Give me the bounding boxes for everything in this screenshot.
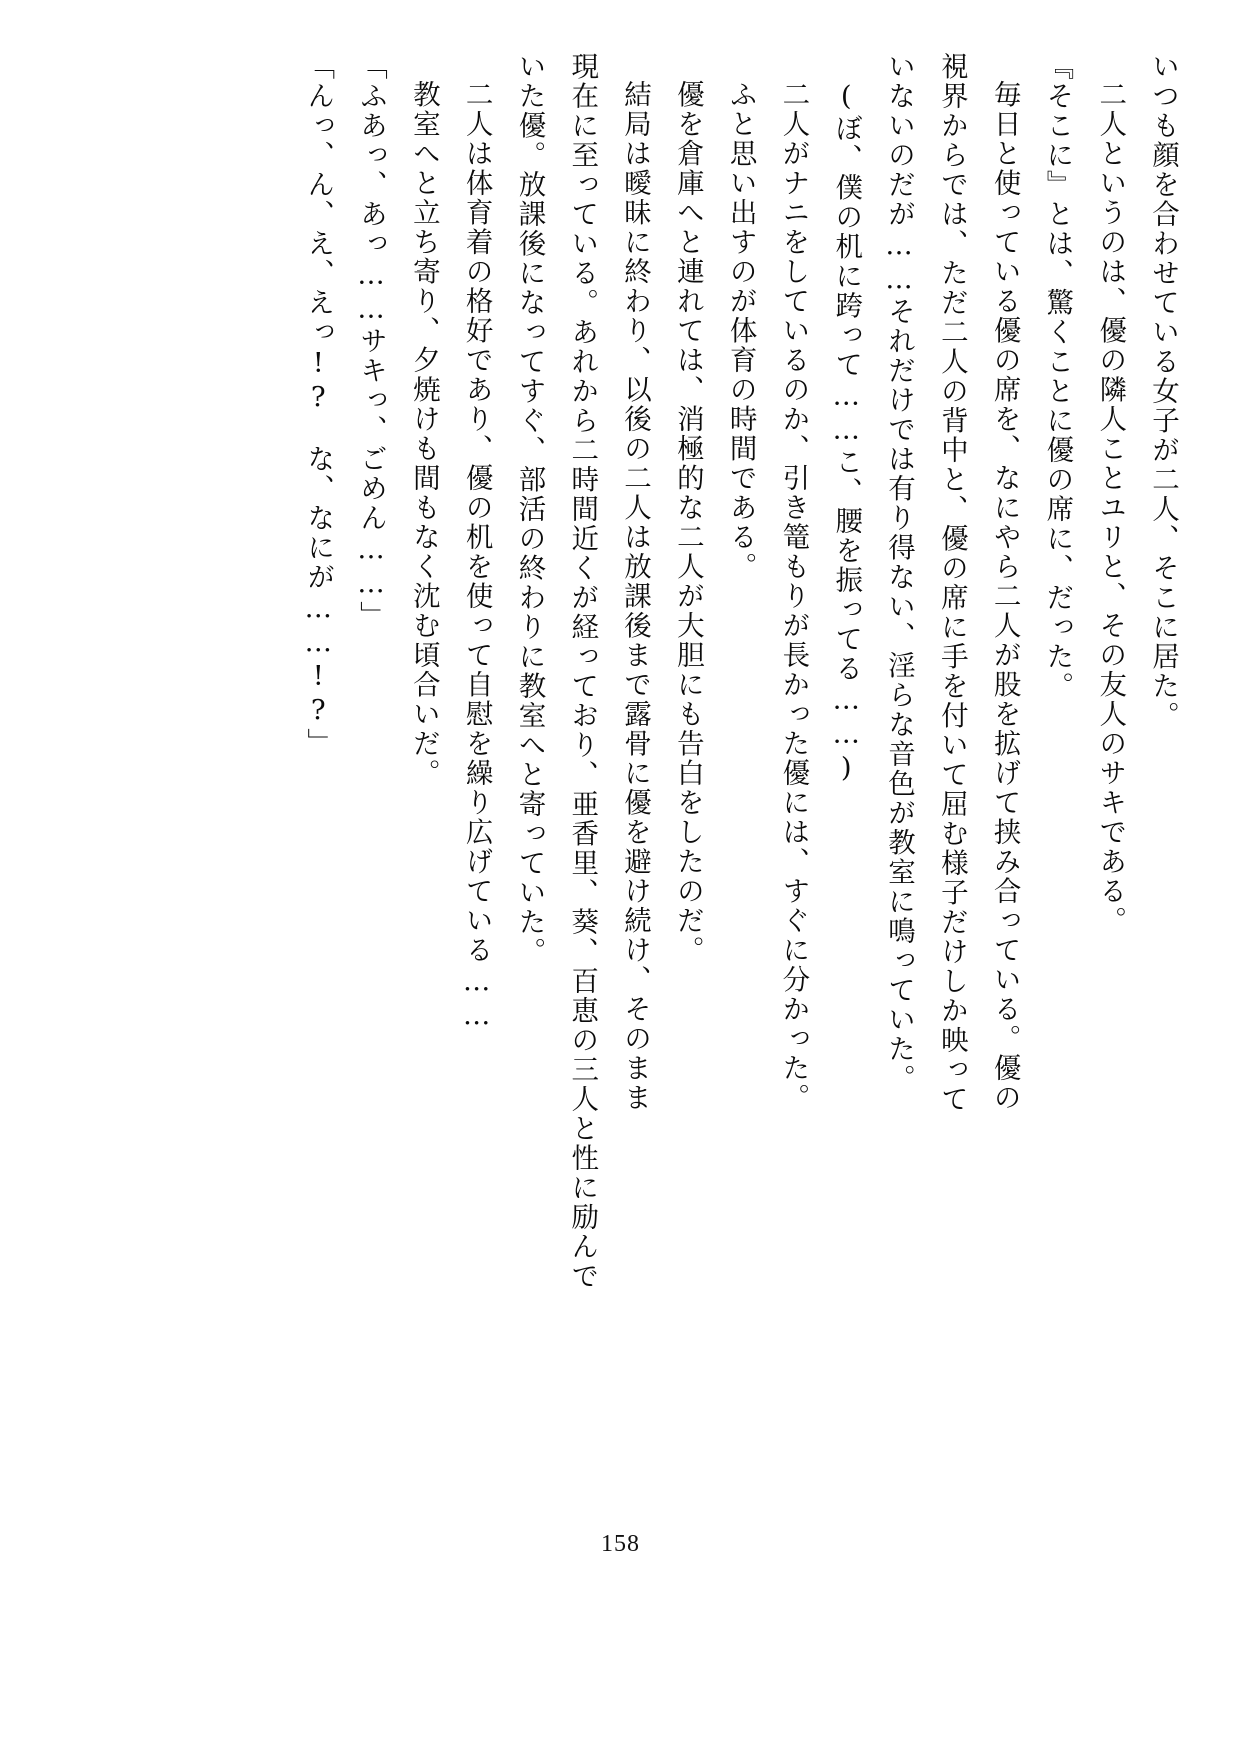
paragraph: 「ふあっ、あっ……サキっ、ごめん……」 [355, 52, 388, 631]
paragraph: 現在に至っている。あれから二時間近くが経っており、亜香里、葵、百恵の三人と性に励んで [566, 52, 599, 1291]
paragraph: 毎日と使っている優の席を、なにやら二人が股を拡げて挟み合っている。優の [988, 79, 1021, 1112]
paragraph: いつも顔を合わせている女子が二人、そこに居た。 [1147, 52, 1179, 731]
vertical-text-body [179, 52, 1189, 1432]
paragraph: 二人がナニをしているのか、引き篭もりが長かった優には、すぐに分かった。 [777, 79, 810, 1112]
paragraph: 優を倉庫へと連れては、消極的な二人が大胆にも告白をしたのだ。 [671, 79, 704, 965]
paragraph: いないのだが……それだけでは有り得ない、淫らな音色が教室に鳴っていた。 [883, 52, 916, 1094]
paragraph: 二人というのは、優の隣人ことユリと、その友人のサキである。 [1094, 79, 1127, 935]
paragraph: いた優。放課後になってすぐ、部活の終わりに教室へと寄っていた。 [513, 52, 546, 967]
paragraph: 二人は体育着の格好であり、優の机を使って自慰を繰り広げている…… [460, 79, 493, 1033]
paragraph: ふと思い出すのが体育の時間である。 [724, 79, 757, 581]
paragraph: 結局は曖昧に終わり、以後の二人は放課後まで露骨に優を避け続け、そのまま [619, 79, 652, 1112]
page-number: 158 [601, 1531, 640, 1557]
paragraph: 視界からでは、ただ二人の背中と、優の席に手を付いて屈む様子だけしか映って [935, 52, 968, 1114]
paragraph: (ぼ、僕の机に跨って……こ、腰を振ってる……) [830, 79, 863, 785]
paragraph: 教室へと立ち寄り、夕焼けも間もなく沈む頃合いだ。 [407, 79, 440, 788]
paragraph: 『そこに』とは、驚くことに優の席に、だった。 [1041, 52, 1074, 701]
paragraph: 「んっ、ん、え、えっ!? な、なにが……!?」 [302, 52, 335, 758]
